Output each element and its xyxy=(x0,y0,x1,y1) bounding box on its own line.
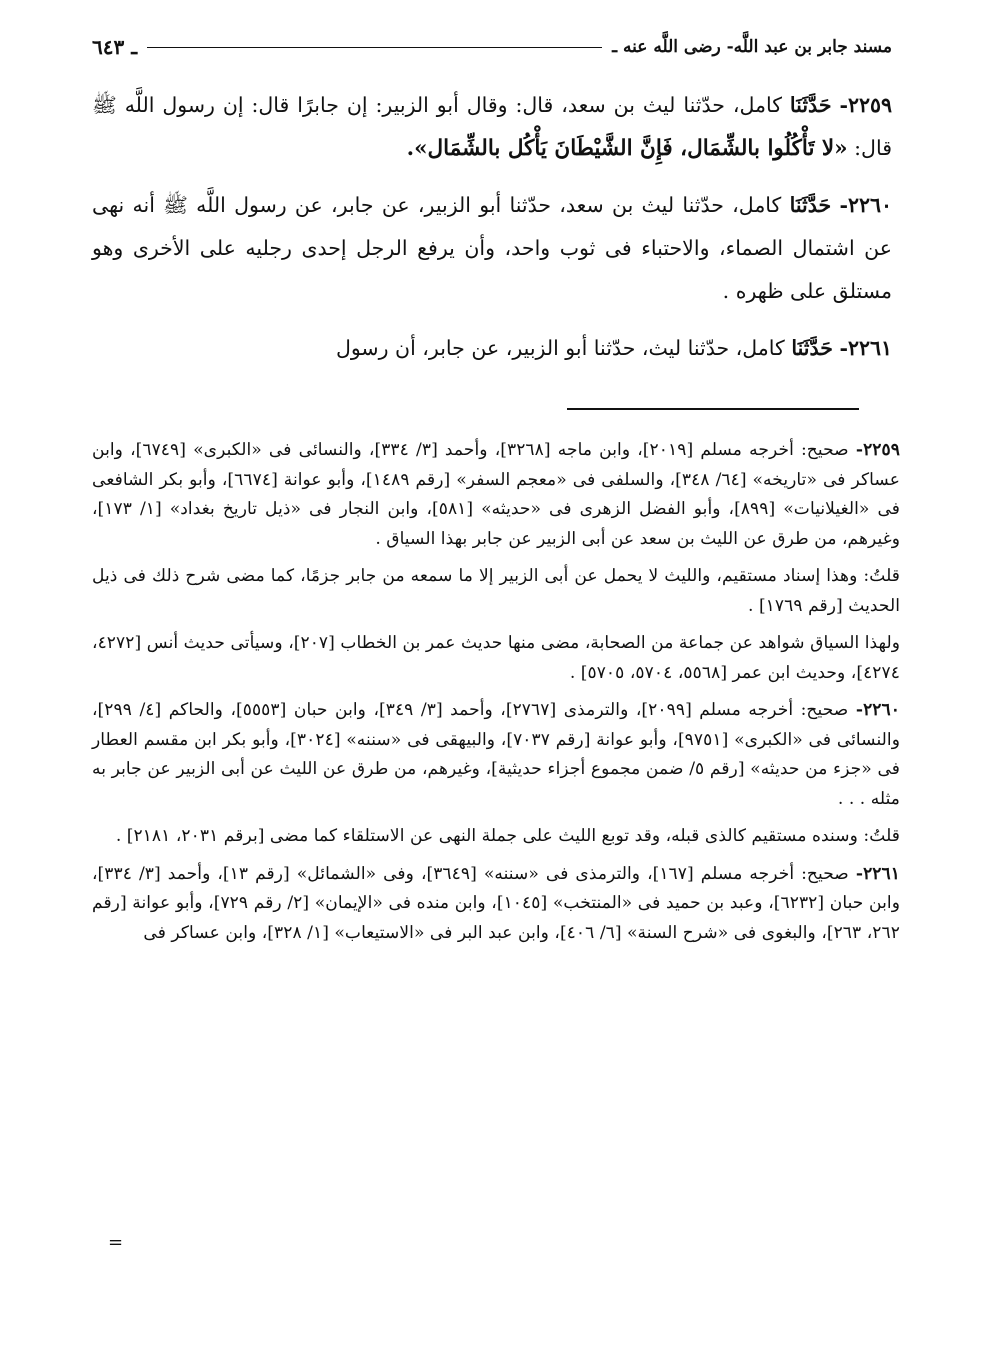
haddathana-word: حَدَّثَنَا xyxy=(789,193,832,217)
hadith-number: ٢٢٦٠- xyxy=(839,193,892,217)
hadith-isnad: كامل، حدّثنا ليث بن سعد، حدّثنا أبو الزبير، عن جابر، عن رسول اللَّه ﷺ أنه نهى عن اشتمال الصماء، والاحتباء فى ثوب واحد، وأن يرفع الرجل إحدى رجليه على الأخرى وهو مستلق على ظهره . xyxy=(92,193,892,303)
footnote-comment xyxy=(92,562,900,621)
footnote-comment xyxy=(92,822,900,852)
hadith-2259 xyxy=(92,84,892,170)
footnote-number: ٢٢٦٠- xyxy=(855,700,900,720)
footnote-divider xyxy=(567,408,859,410)
hadith-number: ٢٢٥٩- xyxy=(839,93,892,117)
page-number: ـ ٦٤٣ xyxy=(92,35,138,59)
footnotes-block xyxy=(92,436,900,956)
footnote-text: صحيح: أخرجه مسلم [٢٠١٩]، وابن ماجه [٣٢٦٨]، وأحمد [٣/ ٣٣٤]، والنسائى فى «الكبرى» [٦٧٤٩]، وابن عساكر فى «تاريخه» [٦٤/ ٣٤٨]، والسلفى فى «معجم السفر» [رقم ١٤٨٩]، وأبو عوانة [٦٦٧٤]، وأبو بكر الشافعى فى «الغيلانيات» [٨٩٩]، وأبو الفضل الزهرى فى «حديثه» [٥٨١]، وابن النجار فى «ذيل تاريخ بغداد» [١/ ١٧٣]، وغيرهم، من طرق عن الليث بن سعد عن أبى الزبير عن جابر بهذا السياق . xyxy=(92,440,900,549)
haddathana-word: حَدَّثَنَا xyxy=(791,336,833,360)
footnote-text: قلتُ: وسنده مستقيم كالذى قبله، وقد توبع الليث على جملة النهى عن الاستلقاء كما مضى [برقم ٢٠٣١، ٢١٨١] . xyxy=(115,826,900,846)
footnote-number: ٢٢٦١- xyxy=(855,863,900,884)
hadith-isnad: كامل، حدّثنا ليث بن سعد، قال: وقال أبو الزبير: إن جابرًا قال: إن رسول اللَّه ﷺ قال: xyxy=(92,93,892,160)
footnote-text: صحيح: أخرجه مسلم [٢٠٩٩]، والترمذى [٢٧٦٧]، وأحمد [٣/ ٣٤٩]، وابن حبان [٥٥٥٣]، والحاكم [٤/ ٢٩٩]، والنسائى فى «الكبرى» [٩٧٥١]، وأبو عوانة [رقم ٧٠٣٧]، والبيهقى فى «سننه» [٣٠٢٤]، وأبو بكر ابن مقسم العطار فى «جزء من حديثه» [رقم ٥/ ضمن مجموع أجزاء حديثية]، وغيرهم، من طرق عن الليث عن أبى الزبير عن جابر به مثله . . . xyxy=(92,700,900,809)
header-rule xyxy=(147,47,602,48)
footnote-text: قلتُ: وهذا إسناد مستقيم، والليث لا يحمل عن أبى الزبير إلا ما سمعه من جابر جزمًا، كما مضى شرح ذلك فى ذيل الحديث [رقم ١٧٦٩] . xyxy=(92,566,900,616)
footnote-number: ٢٢٥٩- xyxy=(855,440,900,460)
footnote-2261 xyxy=(92,860,900,949)
footnote-comment xyxy=(92,629,900,688)
hadith-2260 xyxy=(92,184,892,313)
footnote-2259 xyxy=(92,436,900,554)
hadith-number: ٢٢٦١- xyxy=(839,336,892,360)
footnote-2260 xyxy=(92,696,900,814)
footnote-text: صحيح: أخرجه مسلم [١٦٧]، والترمذى فى «سننه» [٣٦٤٩]، وفى «الشمائل» [رقم ١٣]، وأحمد [٣/ ٣٣٤]، وابن حبان [٦٢٣٢]، وعبد بن حميد فى «المنتخب» [١٠٤٥]، وابن منده فى «الإيمان» [٢/ رقم ٧٢٩]، وأبو عوانة [رقم ٢٦٢، ٢٦٣]، والبغوى فى «شرح السنة» [٦/ ٤٠٦]، وابن عبد البر فى «الاستيعاب» [١/ ٣٢٨]، وابن عساكر فى xyxy=(92,863,900,943)
hadith-text-block xyxy=(92,84,892,384)
haddathana-word: حَدَّثَنَا xyxy=(789,93,832,117)
hadith-matn: «لا تَأْكُلُوا بالشِّمَال، فَإِنَّ الشَّيْطَانَ يَأْكُل بالشِّمَال». xyxy=(406,136,848,161)
continuation-mark: = xyxy=(108,1232,124,1253)
hadith-2261 xyxy=(92,327,892,370)
page-header xyxy=(92,34,892,60)
hadith-isnad: كامل، حدّثنا ليث، حدّثنا أبو الزبير، عن جابر، أن رسول xyxy=(335,336,785,360)
running-title: مسند جابر بن عبد اللَّه- رضى اللَّه عنه ـ xyxy=(612,37,892,57)
footnote-text: ولهذا السياق شواهد عن جماعة من الصحابة، مضى منها حديث عمر بن الخطاب [٢٠٧]، وسيأتى حديث أنس [٤٢٧٢، ٤٢٧٤]، وحديث ابن عمر [٥٥٦٨، ٥٧٠٤، ٥٧٠٥] . xyxy=(92,633,900,683)
